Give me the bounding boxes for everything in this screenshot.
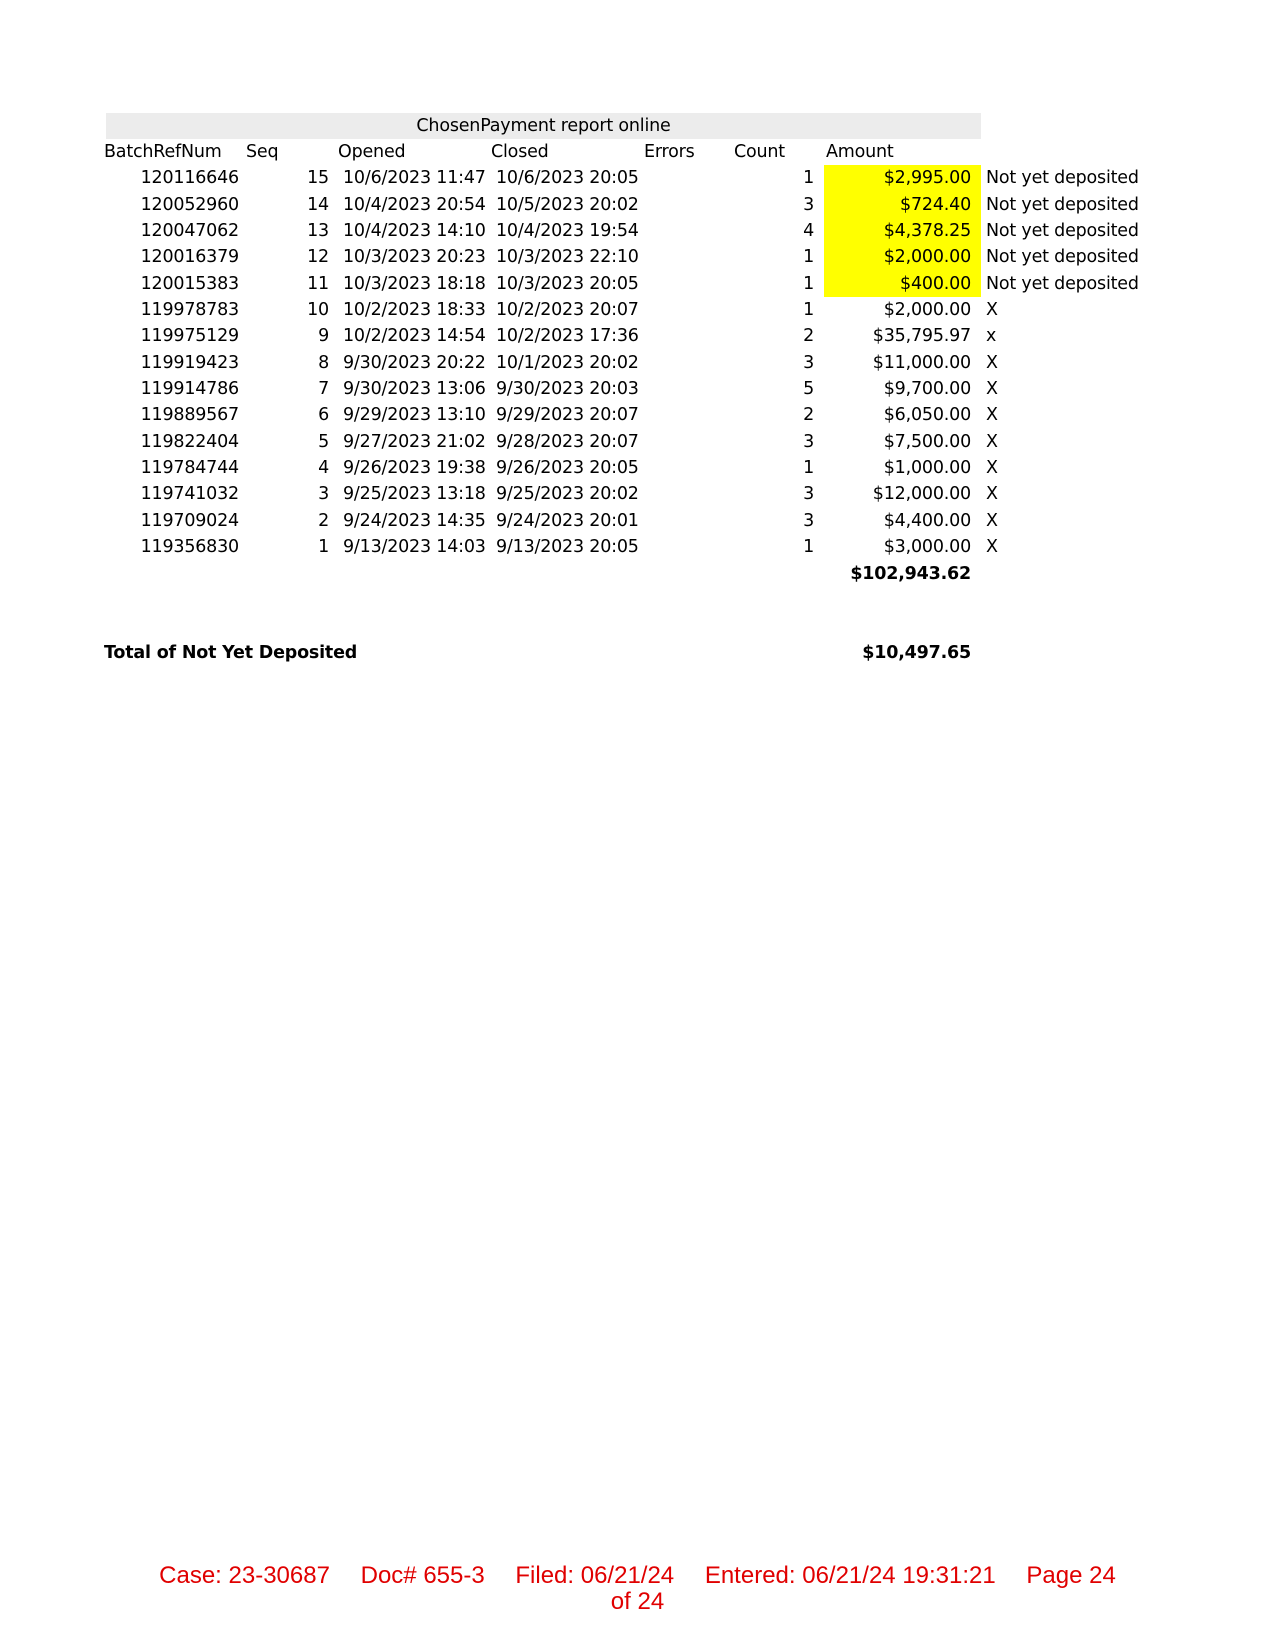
cell-amount: $7,500.00 [883, 431, 971, 452]
cell-amount: $400.00 [824, 271, 981, 297]
cell-opened: 9/30/2023 13:06 [343, 379, 486, 400]
cell-deposit-status: X [986, 510, 998, 531]
cell-closed: 9/28/2023 20:07 [496, 431, 639, 452]
cell-count: 2 [803, 405, 814, 426]
cell-seq: 12 [307, 247, 329, 268]
cell-closed: 10/4/2023 19:54 [496, 221, 639, 242]
cell-closed: 10/1/2023 20:02 [496, 352, 639, 373]
header-batchrefnum: BatchRefNum [104, 142, 222, 162]
not-yet-deposited-label: Total of Not Yet Deposited [104, 643, 358, 663]
cell-seq: 9 [318, 326, 329, 347]
cell-closed: 9/30/2023 20:03 [496, 379, 639, 400]
cell-closed: 10/5/2023 20:02 [496, 194, 639, 215]
cell-batchrefnum: 119975129 [140, 326, 239, 347]
cell-deposit-status: X [986, 537, 998, 558]
stamp-page: Page 24 [1026, 1562, 1116, 1589]
cell-count: 3 [803, 352, 814, 373]
cell-seq: 6 [318, 405, 329, 426]
cell-deposit-status: X [986, 379, 998, 400]
cell-seq: 4 [318, 458, 329, 479]
cell-deposit-status: X [986, 352, 998, 373]
cell-batchrefnum: 119919423 [140, 352, 239, 373]
cell-opened: 10/4/2023 14:10 [343, 221, 486, 242]
table-row [106, 244, 1186, 270]
stamp-line-2: of 24 [610, 1588, 665, 1615]
header-errors: Errors [644, 142, 695, 162]
cell-closed: 9/25/2023 20:02 [496, 484, 639, 505]
not-yet-deposited-value: $10,497.65 [862, 643, 971, 663]
table-row [106, 429, 1186, 455]
grand-total-amount: $102,943.62 [850, 563, 971, 584]
table-row [106, 508, 1186, 534]
table-row [106, 455, 1186, 481]
header-seq: Seq [246, 142, 279, 162]
stamp-line-1 [0, 1563, 1275, 1589]
cell-deposit-status: Not yet deposited [986, 247, 1139, 268]
header-count: Count [734, 142, 785, 162]
stamp-filed: Filed: 06/21/24 [515, 1562, 675, 1589]
header-opened: Opened [338, 142, 406, 162]
cell-opened: 10/2/2023 18:33 [343, 300, 486, 321]
cell-seq: 5 [318, 431, 329, 452]
cell-deposit-status: X [986, 405, 998, 426]
cell-amount: $2,000.00 [883, 300, 971, 321]
header-row [106, 139, 1186, 165]
cell-amount: $9,700.00 [883, 379, 971, 400]
cell-count: 3 [803, 510, 814, 531]
cell-count: 3 [803, 484, 814, 505]
cell-count: 1 [803, 273, 814, 294]
cell-closed: 10/6/2023 20:05 [496, 168, 639, 189]
table-row [106, 297, 1186, 323]
cell-seq: 3 [318, 484, 329, 505]
cell-count: 1 [803, 458, 814, 479]
cell-count: 2 [803, 326, 814, 347]
cell-count: 1 [803, 537, 814, 558]
cell-batchrefnum: 120047062 [140, 221, 239, 242]
not-yet-deposited-total-row [106, 639, 981, 667]
cell-batchrefnum: 119889567 [140, 405, 239, 426]
stamp-entered: Entered: 06/21/24 19:31:21 [704, 1562, 996, 1589]
cell-opened: 9/13/2023 14:03 [343, 537, 486, 558]
cell-opened: 10/6/2023 11:47 [343, 168, 486, 189]
cell-opened: 10/3/2023 18:18 [343, 273, 486, 294]
cell-amount: $724.40 [824, 192, 981, 218]
stamp-doc: Doc# 655-3 [360, 1562, 485, 1589]
cell-deposit-status: Not yet deposited [986, 221, 1139, 242]
cell-seq: 15 [307, 168, 329, 189]
cell-closed: 10/2/2023 20:07 [496, 300, 639, 321]
grand-total-row [106, 561, 1186, 587]
cell-seq: 10 [307, 300, 329, 321]
cell-batchrefnum: 119784744 [140, 458, 239, 479]
cell-seq: 11 [307, 273, 329, 294]
cell-opened: 10/3/2023 20:23 [343, 247, 486, 268]
cell-batchrefnum: 119741032 [140, 484, 239, 505]
cell-closed: 10/3/2023 20:05 [496, 273, 639, 294]
report-rows [106, 165, 1186, 560]
cell-deposit-status: x [986, 326, 997, 347]
table-row [106, 534, 1186, 560]
cell-closed: 9/13/2023 20:05 [496, 537, 639, 558]
cell-deposit-status: Not yet deposited [986, 168, 1139, 189]
cell-seq: 14 [307, 194, 329, 215]
cell-amount: $4,400.00 [883, 510, 971, 531]
cell-amount: $11,000.00 [872, 352, 971, 373]
cell-opened: 9/25/2023 13:18 [343, 484, 486, 505]
table-row [106, 350, 1186, 376]
court-filing-stamp [0, 1563, 1275, 1615]
cell-batchrefnum: 120016379 [140, 247, 239, 268]
table-row [106, 218, 1186, 244]
cell-count: 3 [803, 431, 814, 452]
cell-amount: $2,000.00 [824, 244, 981, 270]
cell-count: 1 [803, 247, 814, 268]
cell-amount: $4,378.25 [824, 218, 981, 244]
table-row [106, 376, 1186, 402]
cell-seq: 7 [318, 379, 329, 400]
table-row [106, 323, 1186, 349]
table-row [106, 481, 1186, 507]
cell-count: 4 [803, 221, 814, 242]
cell-deposit-status: X [986, 431, 998, 452]
cell-amount: $12,000.00 [872, 484, 971, 505]
payment-report [106, 113, 1186, 587]
cell-opened: 10/4/2023 20:54 [343, 194, 486, 215]
cell-deposit-status: X [986, 300, 998, 321]
cell-opened: 9/26/2023 19:38 [343, 458, 486, 479]
cell-amount: $3,000.00 [883, 537, 971, 558]
cell-seq: 13 [307, 221, 329, 242]
cell-opened: 10/2/2023 14:54 [343, 326, 486, 347]
cell-batchrefnum: 120015383 [140, 273, 239, 294]
cell-amount: $1,000.00 [883, 458, 971, 479]
cell-batchrefnum: 119356830 [140, 537, 239, 558]
cell-closed: 10/2/2023 17:36 [496, 326, 639, 347]
cell-deposit-status: X [986, 484, 998, 505]
table-row [106, 192, 1186, 218]
table-row [106, 165, 1186, 191]
cell-amount: $35,795.97 [872, 326, 971, 347]
stamp-case: Case: 23-30687 [159, 1562, 330, 1589]
cell-batchrefnum: 119709024 [140, 510, 239, 531]
cell-opened: 9/27/2023 21:02 [343, 431, 486, 452]
cell-deposit-status: Not yet deposited [986, 194, 1139, 215]
cell-amount: $6,050.00 [883, 405, 971, 426]
cell-seq: 8 [318, 352, 329, 373]
cell-closed: 9/29/2023 20:07 [496, 405, 639, 426]
cell-count: 3 [803, 194, 814, 215]
cell-batchrefnum: 119914786 [140, 379, 239, 400]
cell-opened: 9/24/2023 14:35 [343, 510, 486, 531]
cell-closed: 9/26/2023 20:05 [496, 458, 639, 479]
table-row [106, 271, 1186, 297]
cell-batchrefnum: 119822404 [140, 431, 239, 452]
cell-deposit-status: Not yet deposited [986, 273, 1139, 294]
cell-deposit-status: X [986, 458, 998, 479]
cell-opened: 9/30/2023 20:22 [343, 352, 486, 373]
header-closed: Closed [491, 142, 549, 162]
table-row [106, 402, 1186, 428]
cell-count: 5 [803, 379, 814, 400]
report-title: ChosenPayment report online [106, 113, 981, 139]
cell-batchrefnum: 119978783 [140, 300, 239, 321]
cell-seq: 1 [318, 537, 329, 558]
cell-batchrefnum: 120052960 [140, 194, 239, 215]
cell-count: 1 [803, 300, 814, 321]
cell-batchrefnum: 120116646 [140, 168, 239, 189]
cell-closed: 9/24/2023 20:01 [496, 510, 639, 531]
cell-opened: 9/29/2023 13:10 [343, 405, 486, 426]
cell-count: 1 [803, 168, 814, 189]
header-amount: Amount [826, 142, 894, 162]
cell-closed: 10/3/2023 22:10 [496, 247, 639, 268]
cell-seq: 2 [318, 510, 329, 531]
cell-amount: $2,995.00 [824, 165, 981, 191]
